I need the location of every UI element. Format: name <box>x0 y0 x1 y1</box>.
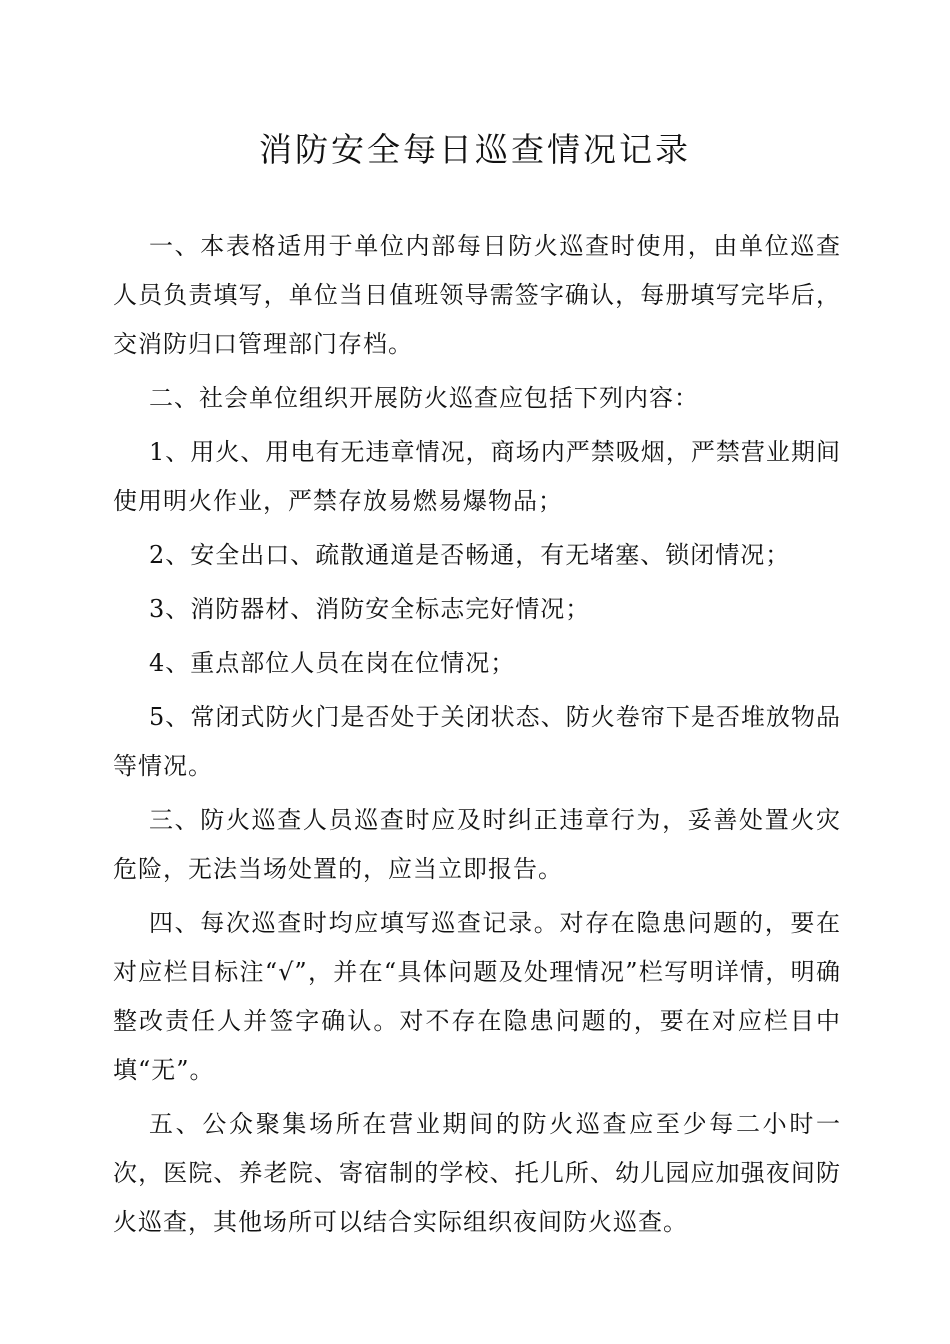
paragraph-frequency: 五、公众聚集场所在营业期间的防火巡查应至少每二小时一次，医院、养老院、寄宿制的学校、托儿所、幼儿园应加强夜间防火巡查，其他场所可以结合实际组织夜间防火巡查。 <box>113 1110 841 1236</box>
document-body <box>113 222 841 1252</box>
document-title: 消防安全每日巡查情况记录 <box>259 130 691 169</box>
paragraph-item-3: 3、消防器材、消防安全标志完好情况； <box>149 595 591 623</box>
paragraph-item-1: 1、用火、用电有无违章情况，商场内严禁吸烟，严禁营业期间使用明火作业，严禁存放易燃易爆物品； <box>113 438 841 515</box>
paragraph-scope: 一、本表格适用于单位内部每日防火巡查时使用，由单位巡查人员负责填写，单位当日值班领导需签字确认，每册填写完毕后，交消防归口管理部门存档。 <box>113 232 841 358</box>
paragraph-correction: 三、防火巡查人员巡查时应及时纠正违章行为，妥善处置火灾危险，无法当场处置的，应当立即报告。 <box>113 806 841 883</box>
paragraph-item-5: 5、常闭式防火门是否处于关闭状态、防火卷帘下是否堆放物品等情况。 <box>113 703 841 780</box>
paragraph-record-rules: 四、每次巡查时均应填写巡查记录。对存在隐患问题的，要在对应栏目标注“√”，并在“具体问题及处理情况”栏写明详情，明确整改责任人并签字确认。对不存在隐患问题的，要在对应栏目中填“无”。 <box>113 909 841 1084</box>
paragraph-item-2: 2、安全出口、疏散通道是否畅通，有无堵塞、锁闭情况； <box>149 541 791 569</box>
paragraph-content-heading: 二、社会单位组织开展防火巡查应包括下列内容： <box>149 384 699 412</box>
paragraph-item-4: 4、重点部位人员在岗在位情况； <box>149 649 516 677</box>
